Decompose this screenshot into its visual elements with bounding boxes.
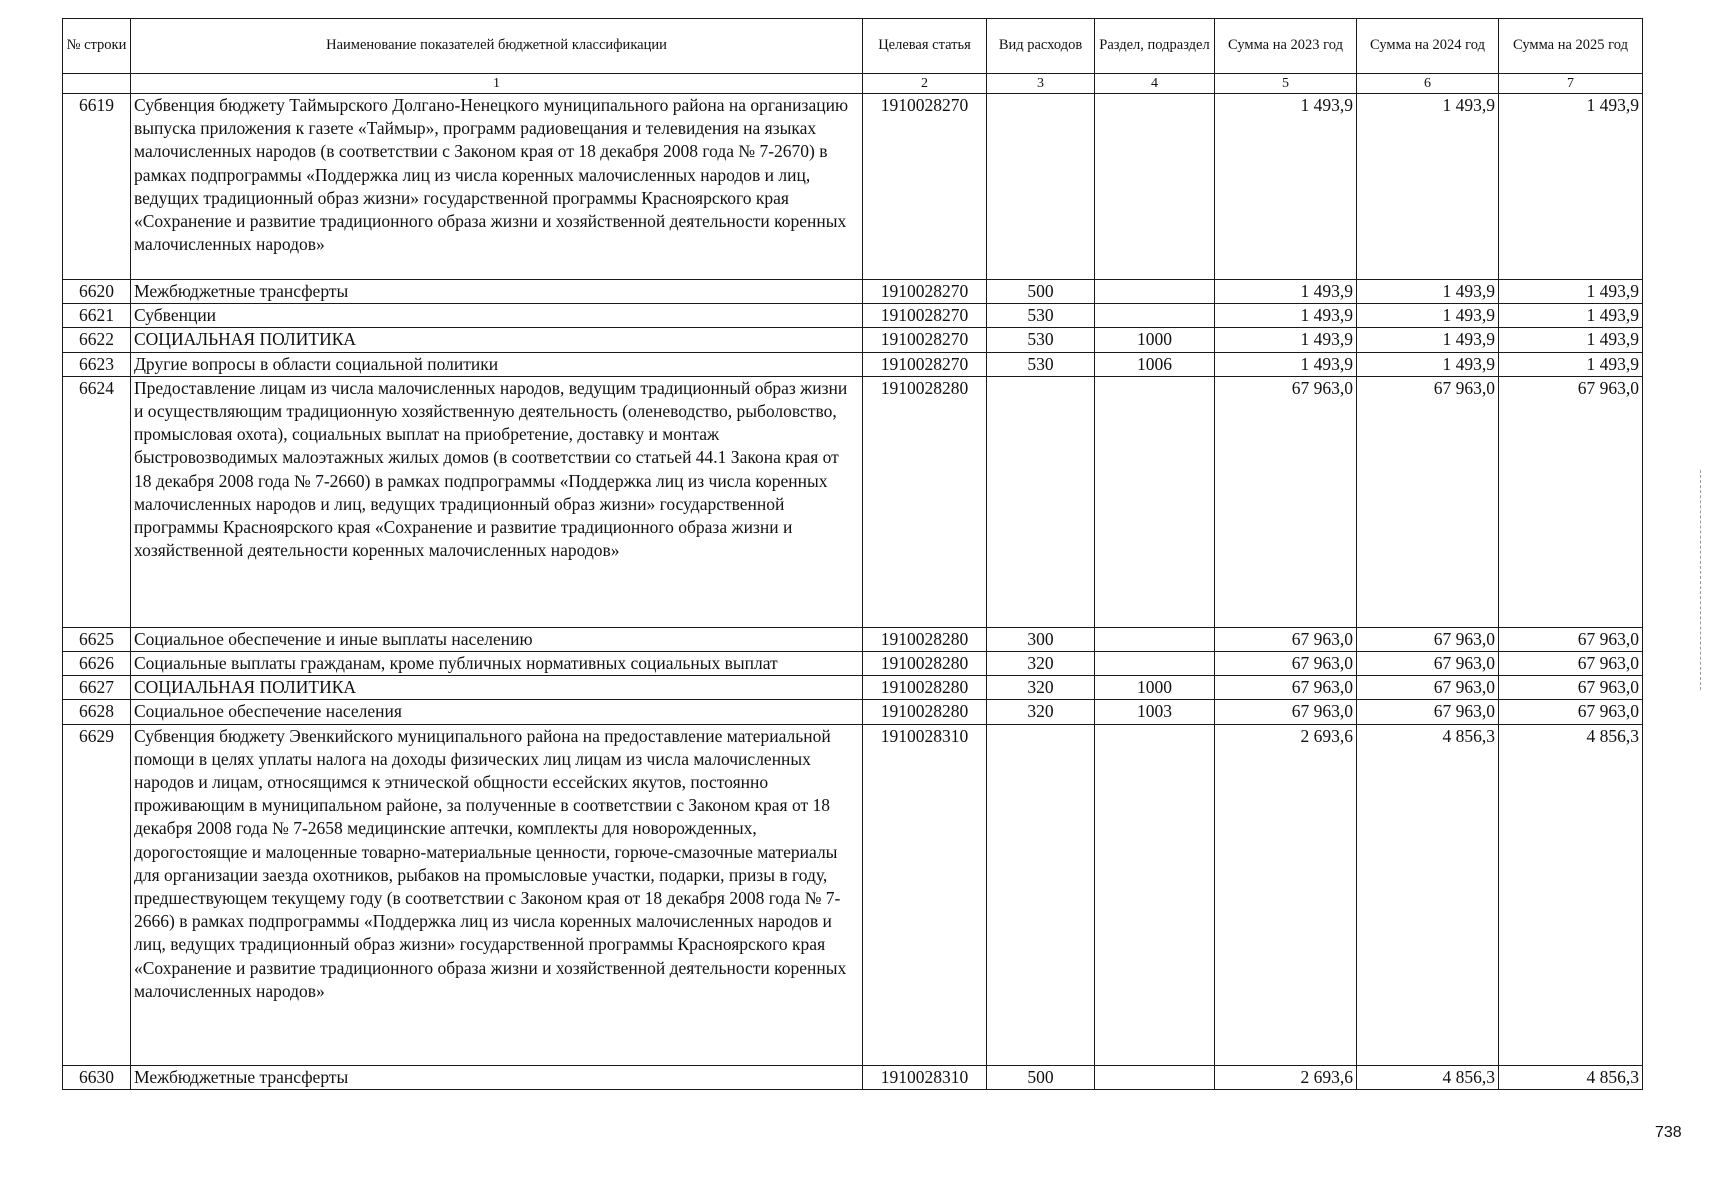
header-expense-type: Вид расходов: [987, 19, 1095, 74]
row-section: [1095, 94, 1215, 280]
row-section: [1095, 1065, 1215, 1089]
row-section: [1095, 627, 1215, 651]
table-row: [63, 352, 1643, 376]
row-sum-2024: 67 963,0: [1357, 652, 1499, 676]
row-section: [1095, 376, 1215, 627]
row-name: Субвенция бюджету Таймырского Долгано-Ненецкого муниципального района на организацию выпуска приложения к газете «Таймыр», программ радиовещания и телевидения на языках малочисленных народов (в соответствии с Законом края от 18 декабря 2008 года № 7-2670) в рамках подпрограммы «Поддержка лиц из числа коренных малочисленных народов и лиц, ведущих традиционный образ жизни» государственной программы Красноярского края «Сохранение и развитие традиционного образа жизни и хозяйственной деятельности коренных малочисленных народов»: [131, 94, 863, 280]
column-number: 2: [863, 74, 987, 94]
header-section: Раздел, подраздел: [1095, 19, 1215, 74]
column-number: 4: [1095, 74, 1215, 94]
row-sum-2023: 1 493,9: [1215, 304, 1357, 328]
row-number: 6630: [63, 1065, 131, 1089]
row-section: 1000: [1095, 328, 1215, 352]
row-target-article: 1910028270: [863, 304, 987, 328]
row-number: 6626: [63, 652, 131, 676]
row-expense-type: 500: [987, 280, 1095, 304]
row-expense-type: [987, 376, 1095, 627]
row-sum-2025: 1 493,9: [1499, 328, 1643, 352]
row-section: [1095, 280, 1215, 304]
row-name: Другие вопросы в области социальной политики: [131, 352, 863, 376]
row-name: Субвенции: [131, 304, 863, 328]
row-sum-2023: 67 963,0: [1215, 627, 1357, 651]
row-section: [1095, 652, 1215, 676]
row-sum-2025: 1 493,9: [1499, 304, 1643, 328]
row-sum-2025: 4 856,3: [1499, 1065, 1643, 1089]
row-sum-2025: 67 963,0: [1499, 676, 1643, 700]
row-name: СОЦИАЛЬНАЯ ПОЛИТИКА: [131, 676, 863, 700]
table-row: [63, 376, 1643, 627]
row-number: 6627: [63, 676, 131, 700]
row-target-article: 1910028270: [863, 280, 987, 304]
row-name: Межбюджетные трансферты: [131, 1065, 863, 1089]
row-sum-2025: 1 493,9: [1499, 280, 1643, 304]
column-number: 7: [1499, 74, 1643, 94]
row-sum-2025: 1 493,9: [1499, 94, 1643, 280]
row-target-article: 1910028310: [863, 724, 987, 1065]
row-expense-type: 300: [987, 627, 1095, 651]
scan-edge-marks: [1700, 470, 1703, 690]
row-sum-2025: 67 963,0: [1499, 627, 1643, 651]
header-sum-2023: Сумма на 2023 год: [1215, 19, 1357, 74]
header-target-article: Целевая статья: [863, 19, 987, 74]
row-sum-2024: 1 493,9: [1357, 94, 1499, 280]
row-sum-2024: 67 963,0: [1357, 376, 1499, 627]
row-number: 6625: [63, 627, 131, 651]
row-sum-2023: 67 963,0: [1215, 376, 1357, 627]
budget-table: [62, 18, 1643, 1090]
row-name: Предоставление лицам из числа малочисленных народов, ведущим традиционный образ жизни и осуществляющим традиционную хозяйственную деятельность (оленеводство, рыболовство, промысловая охота), социальных выплат на приобретение, доставку и монтаж быстровозводимых малоэтажных жилых домов (в соответствии со статьей 44.1 Закона края от 18 декабря 2008 года № 7-2660) в рамках подпрограммы «Поддержка лиц из числа коренных малочисленных народов и лиц, ведущих традиционный образ жизни» государственной программы Красноярского края «Сохранение и развитие традиционного образа жизни и хозяйственной деятельности коренных малочисленных народов»: [131, 376, 863, 627]
row-sum-2025: 67 963,0: [1499, 700, 1643, 724]
table-row: [63, 328, 1643, 352]
row-name: Социальные выплаты гражданам, кроме публичных нормативных социальных выплат: [131, 652, 863, 676]
row-name: Социальное обеспечение и иные выплаты населению: [131, 627, 863, 651]
row-target-article: 1910028280: [863, 676, 987, 700]
row-sum-2025: 67 963,0: [1499, 652, 1643, 676]
column-number: 1: [131, 74, 863, 94]
row-sum-2023: 1 493,9: [1215, 94, 1357, 280]
row-target-article: 1910028270: [863, 352, 987, 376]
row-number: 6628: [63, 700, 131, 724]
row-section: 1006: [1095, 352, 1215, 376]
row-expense-type: [987, 94, 1095, 280]
column-number-row: [63, 74, 1643, 94]
row-sum-2023: 2 693,6: [1215, 1065, 1357, 1089]
row-sum-2023: 67 963,0: [1215, 700, 1357, 724]
row-expense-type: 320: [987, 676, 1095, 700]
row-sum-2023: 2 693,6: [1215, 724, 1357, 1065]
header-indicator-name: Наименование показателей бюджетной классификации: [131, 19, 863, 74]
header-row-number: № строки: [63, 19, 131, 74]
budget-document: [62, 18, 1642, 1090]
row-sum-2023: 1 493,9: [1215, 280, 1357, 304]
row-expense-type: [987, 724, 1095, 1065]
header-sum-2025: Сумма на 2025 год: [1499, 19, 1643, 74]
row-target-article: 1910028280: [863, 376, 987, 627]
table-row: [63, 1065, 1643, 1089]
row-number: 6622: [63, 328, 131, 352]
row-sum-2024: 4 856,3: [1357, 1065, 1499, 1089]
row-sum-2023: 1 493,9: [1215, 352, 1357, 376]
row-section: 1003: [1095, 700, 1215, 724]
row-sum-2023: 1 493,9: [1215, 328, 1357, 352]
row-name: Субвенция бюджету Эвенкийского муниципального района на предоставление материальной помощи в целях уплаты налога на доходы физических лиц лицам из числа малочисленных народов и лицам, относящимся к этнической общности ессейских якутов, постоянно проживающим в муниципальном районе, за полученные в соответствии с Законом края от 18 декабря 2008 года № 7-2658 медицинские аптечки, комплекты для новорожденных, дорогостоящие и малоценные товарно-материальные ценности, горюче-смазочные материалы для организации заезда охотников, рыбаков на промысловые участки, подарки, призы в году, предшествующем текущему году (в соответствии с Законом края от 18 декабря 2008 года № 7-2666) в рамках подпрограммы «Поддержка лиц из числа коренных малочисленных народов и лиц, ведущих традиционный образ жизни» государственной программы Красноярского края «Сохранение и развитие традиционного образа жизни и хозяйственной деятельности коренных малочисленных народов»: [131, 724, 863, 1065]
table-row: [63, 724, 1643, 1065]
table-row: [63, 676, 1643, 700]
row-sum-2025: 1 493,9: [1499, 352, 1643, 376]
row-number: 6624: [63, 376, 131, 627]
row-sum-2024: 4 856,3: [1357, 724, 1499, 1065]
row-target-article: 1910028280: [863, 627, 987, 651]
row-target-article: 1910028310: [863, 1065, 987, 1089]
row-name: СОЦИАЛЬНАЯ ПОЛИТИКА: [131, 328, 863, 352]
table-row: [63, 627, 1643, 651]
row-number: 6621: [63, 304, 131, 328]
row-sum-2024: 1 493,9: [1357, 280, 1499, 304]
row-expense-type: 320: [987, 652, 1095, 676]
row-number: 6619: [63, 94, 131, 280]
row-target-article: 1910028280: [863, 652, 987, 676]
header-row: [63, 19, 1643, 74]
row-section: [1095, 304, 1215, 328]
row-sum-2023: 67 963,0: [1215, 676, 1357, 700]
header-sum-2024: Сумма на 2024 год: [1357, 19, 1499, 74]
row-expense-type: 320: [987, 700, 1095, 724]
row-sum-2024: 67 963,0: [1357, 676, 1499, 700]
row-number: 6629: [63, 724, 131, 1065]
row-sum-2024: 67 963,0: [1357, 700, 1499, 724]
row-sum-2023: 67 963,0: [1215, 652, 1357, 676]
column-number: 5: [1215, 74, 1357, 94]
column-number: 3: [987, 74, 1095, 94]
row-target-article: 1910028270: [863, 328, 987, 352]
table-row: [63, 280, 1643, 304]
row-sum-2024: 67 963,0: [1357, 627, 1499, 651]
row-target-article: 1910028270: [863, 94, 987, 280]
row-section: 1000: [1095, 676, 1215, 700]
table-row: [63, 700, 1643, 724]
row-number: 6623: [63, 352, 131, 376]
row-sum-2024: 1 493,9: [1357, 328, 1499, 352]
column-number: [63, 74, 131, 94]
row-number: 6620: [63, 280, 131, 304]
row-expense-type: 530: [987, 328, 1095, 352]
row-sum-2024: 1 493,9: [1357, 352, 1499, 376]
row-sum-2025: 4 856,3: [1499, 724, 1643, 1065]
table-row: [63, 652, 1643, 676]
column-number: 6: [1357, 74, 1499, 94]
row-expense-type: 530: [987, 352, 1095, 376]
row-sum-2024: 1 493,9: [1357, 304, 1499, 328]
row-sum-2025: 67 963,0: [1499, 376, 1643, 627]
row-expense-type: 530: [987, 304, 1095, 328]
table-row: [63, 304, 1643, 328]
page-number: 738: [1655, 1124, 1682, 1141]
row-name: Межбюджетные трансферты: [131, 280, 863, 304]
table-row: [63, 94, 1643, 280]
row-target-article: 1910028280: [863, 700, 987, 724]
row-expense-type: 500: [987, 1065, 1095, 1089]
row-section: [1095, 724, 1215, 1065]
row-name: Социальное обеспечение населения: [131, 700, 863, 724]
